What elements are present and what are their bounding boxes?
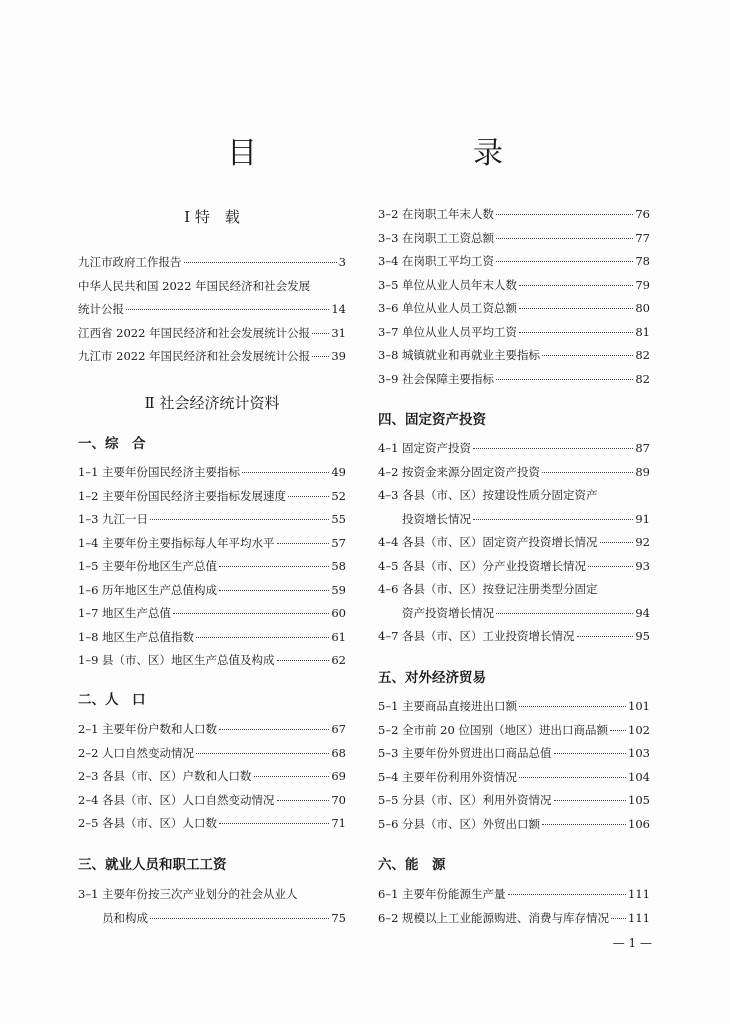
entry-number: 5–6 [378, 816, 399, 831]
toc-entry [378, 347, 650, 367]
dot-leader [277, 543, 330, 544]
entry-number: 3–9 [378, 371, 399, 386]
toc-entry [378, 206, 650, 226]
toc-entry [78, 886, 346, 906]
entry-number: 3–2 [378, 207, 399, 221]
dot-leader [519, 706, 626, 707]
entry-title: 统计公报 [78, 302, 124, 316]
entry-number: 5–1 [378, 699, 399, 713]
toc-entry [378, 745, 650, 765]
category-heading-1: 一、综 合 [78, 436, 146, 452]
entry-title: 资产投资增长情况 [402, 605, 494, 620]
entry-page: 95 [635, 629, 650, 643]
entry-page: 71 [331, 816, 346, 830]
entry-title: 固定资产投资 [402, 441, 471, 455]
entry-title: 各县（市、区）户数和人口数 [102, 769, 252, 783]
entry-title: 主要年份外贸进出口商品总值 [402, 746, 552, 760]
toc-entry [378, 371, 650, 391]
entry-title: 人口自然变动情况 [102, 745, 194, 760]
entry-page: 31 [331, 325, 346, 340]
entry-number: 2–3 [78, 769, 99, 783]
page-number: — 1 — [612, 936, 652, 950]
dot-leader [508, 894, 627, 895]
dot-leader [542, 824, 626, 825]
entry-number: 5–2 [378, 722, 399, 737]
entry-number: 4–1 [378, 441, 399, 455]
entry-number: 3–6 [378, 301, 399, 315]
entry-title: 地区生产总值 [102, 606, 171, 620]
dot-leader [219, 729, 329, 730]
toc-entry [78, 652, 346, 672]
entry-page: 52 [331, 488, 346, 503]
entry-page: 89 [635, 464, 650, 479]
entry-number: 1–5 [78, 559, 99, 573]
toc-entry [378, 324, 650, 344]
toc-entry [378, 558, 650, 578]
dot-leader [496, 214, 633, 215]
entry-number: 2–1 [78, 722, 99, 736]
dot-leader [496, 238, 633, 239]
toc-entry [378, 698, 650, 718]
entry-page: 14 [331, 302, 346, 316]
dot-leader [196, 637, 329, 638]
category-heading-3: 三、就业人员和职工工资 [78, 857, 227, 873]
dot-leader [542, 355, 633, 356]
entry-title: 各县（市、区）按登记注册类型分固定 [402, 582, 598, 596]
dot-leader [219, 823, 329, 824]
dot-leader [277, 660, 330, 661]
category-heading-5: 五、对外经济贸易 [378, 670, 486, 686]
toc-entry [378, 487, 650, 507]
entry-title: 主要年份国民经济主要指标 [102, 465, 240, 479]
toc-entry [78, 582, 346, 602]
entry-title: 江西省 2022 年国民经济和社会发展统计公报 [78, 325, 311, 340]
entry-page: 58 [331, 559, 346, 573]
entry-number: 3–1 [78, 887, 99, 901]
entry-page: 70 [331, 792, 346, 807]
entry-page: 69 [331, 769, 346, 783]
entry-title: 主要年份地区生产总值 [102, 559, 217, 573]
entry-title: 各县（市、区）分产业投资增长情况 [402, 558, 586, 573]
dot-leader [519, 285, 633, 286]
entry-number: 6–1 [378, 887, 399, 901]
entry-number: 3–8 [378, 348, 399, 362]
entry-title: 各县（市、区）人口自然变动情况 [102, 792, 275, 807]
toc-entry [378, 253, 650, 273]
entry-title: 主要商品直接进出口额 [402, 699, 517, 713]
section-heading-special: Ⅰ 特 载 [184, 208, 240, 226]
dot-leader [150, 519, 329, 520]
toc-entry [378, 722, 650, 742]
toc-entry [78, 464, 346, 484]
entry-title: 规模以上工业能源购进、消费与库存情况 [402, 910, 609, 925]
toc-entry [378, 511, 650, 531]
dot-leader [496, 261, 633, 262]
entry-page: 77 [635, 230, 650, 245]
dot-leader [254, 776, 330, 777]
entry-page: 87 [635, 441, 650, 455]
entry-title: 县（市、区）地区生产总值及构成 [102, 653, 275, 667]
entry-page: 106 [628, 816, 650, 831]
entry-title: 历年地区生产总值构成 [102, 582, 217, 597]
dot-leader [288, 496, 329, 497]
entry-number: 5–3 [378, 746, 399, 760]
entry-number: 3–4 [378, 254, 399, 268]
entry-number: 1–4 [78, 535, 99, 550]
entry-title: 单位从业人员年末人数 [402, 277, 517, 292]
toc-entry [78, 511, 346, 531]
entry-page: 93 [635, 558, 650, 573]
toc-entry [78, 301, 346, 321]
toc-entry [378, 910, 650, 930]
entry-page: 76 [635, 207, 650, 221]
dot-leader [219, 566, 329, 567]
entry-number: 3–7 [378, 324, 399, 339]
dot-leader [126, 309, 329, 310]
category-heading-6: 六、能 源 [378, 857, 446, 873]
toc-entry [378, 628, 650, 648]
entry-page: 57 [331, 535, 346, 550]
toc-entry [378, 277, 650, 297]
toc-entry [378, 534, 650, 554]
dot-leader [519, 308, 633, 309]
section-heading-stats: Ⅱ 社会经济统计资料 [144, 394, 280, 412]
entry-title: 九江一日 [102, 512, 148, 526]
toc-entry [78, 325, 346, 345]
entry-page: 92 [635, 535, 650, 549]
entry-title: 在岗职工平均工资 [402, 254, 494, 268]
toc-entry [378, 581, 650, 601]
entry-title: 九江市 2022 年国民经济和社会发展统计公报 [78, 349, 311, 363]
entry-page: 55 [331, 512, 346, 526]
entry-title: 在岗职工工资总额 [402, 230, 494, 245]
entry-title: 单位从业人员工资总额 [402, 301, 517, 315]
dot-leader [496, 379, 633, 380]
entry-number: 1–3 [78, 512, 99, 526]
entry-number: 1–6 [78, 582, 99, 597]
dot-leader [542, 472, 633, 473]
entry-title: 按资金来源分固定资产投资 [402, 464, 540, 479]
toc-entry [78, 815, 346, 835]
toc-entry [378, 440, 650, 460]
entry-number: 1–7 [78, 606, 99, 620]
dot-leader [150, 918, 329, 919]
entry-title: 城镇就业和再就业主要指标 [402, 348, 540, 362]
entry-title: 主要年份主要指标每人年平均水平 [102, 535, 275, 550]
entry-title: 主要年份户数和人口数 [102, 722, 217, 736]
dot-leader [277, 800, 330, 801]
entry-page: 111 [628, 910, 650, 925]
category-heading-2: 二、人 口 [78, 692, 146, 708]
entry-number: 1–2 [78, 488, 99, 503]
toc-entry [378, 605, 650, 625]
entry-title: 各县（市、区）固定资产投资增长情况 [402, 535, 598, 549]
dot-leader [554, 753, 627, 754]
entry-number: 3–3 [378, 230, 399, 245]
toc-entry [78, 278, 346, 298]
entry-number: 4–6 [378, 582, 399, 596]
entry-number: 3–5 [378, 277, 399, 292]
entry-page: 75 [331, 910, 346, 925]
dot-leader [219, 590, 329, 591]
entry-page: 91 [635, 511, 650, 526]
toc-entry [78, 558, 346, 578]
entry-number: 1–1 [78, 465, 99, 479]
entry-number: 5–4 [378, 769, 399, 784]
toc-entry [78, 488, 346, 508]
dot-leader [173, 613, 329, 614]
toc-entry [78, 768, 346, 788]
entry-title: 主要年份国民经济主要指标发展速度 [102, 488, 286, 503]
toc-entry [78, 348, 346, 368]
toc-entry [78, 792, 346, 812]
entry-page: 3 [338, 255, 346, 269]
dot-leader [610, 730, 626, 731]
dot-leader [312, 333, 329, 334]
entry-page: 68 [331, 745, 346, 760]
entry-title: 主要年份利用外资情况 [402, 769, 517, 784]
entry-number: 4–3 [378, 488, 399, 502]
entry-title: 地区生产总值指数 [102, 629, 194, 644]
entry-page: 49 [331, 465, 346, 479]
entry-number: 4–7 [378, 629, 399, 643]
entry-page: 94 [635, 605, 650, 620]
entry-page: 82 [635, 348, 650, 362]
dot-leader [496, 613, 633, 614]
entry-title: 主要年份按三次产业划分的社会从业人 [102, 887, 298, 901]
toc-entry [78, 721, 346, 741]
entry-page: 62 [331, 653, 346, 667]
entry-title: 投资增长情况 [402, 511, 471, 526]
entry-page: 102 [628, 722, 650, 737]
entry-page: 105 [628, 793, 650, 807]
entry-title: 各县（市、区）工业投资增长情况 [402, 629, 575, 643]
dot-leader [519, 777, 626, 778]
dot-leader [600, 542, 634, 543]
entry-page: 82 [635, 371, 650, 386]
entry-page: 104 [628, 769, 650, 784]
toc-entry [378, 816, 650, 836]
entry-title: 社会保障主要指标 [402, 371, 494, 386]
category-heading-4: 四、固定资产投资 [378, 412, 486, 428]
entry-number: 1–9 [78, 653, 99, 667]
entry-page: 79 [635, 277, 650, 292]
toc-entry [78, 629, 346, 649]
toc-entry [78, 605, 346, 625]
toc-entry [78, 745, 346, 765]
entry-title: 各县（市、区）人口数 [102, 816, 217, 830]
entry-title: 员和构成 [102, 910, 148, 925]
dot-leader [519, 332, 633, 333]
dot-leader [554, 800, 627, 801]
entry-title: 分县（市、区）利用外资情况 [402, 793, 552, 807]
dot-leader [196, 753, 329, 754]
entry-title: 中华人民共和国 2022 年国民经济和社会发展 [78, 278, 311, 293]
entry-page: 81 [635, 324, 650, 339]
entry-number: 4–5 [378, 558, 399, 573]
entry-number: 1–8 [78, 629, 99, 644]
entry-title: 各县（市、区）按建设性质分固定资产 [402, 488, 598, 502]
entry-number: 2–5 [78, 816, 99, 830]
toc-entry [78, 910, 346, 930]
entry-title: 主要年份能源生产量 [402, 887, 506, 901]
entry-title: 分县（市、区）外贸出口额 [402, 816, 540, 831]
toc-entry [378, 464, 650, 484]
toc-entry [378, 300, 650, 320]
toc-entry [378, 886, 650, 906]
entry-number: 2–4 [78, 792, 99, 807]
entry-title: 全市前 20 位国别（地区）进出口商品额 [402, 722, 608, 737]
entry-page: 101 [628, 699, 650, 713]
entry-number: 4–2 [378, 464, 399, 479]
page-title: 目 录 [227, 136, 555, 171]
dot-leader [242, 472, 329, 473]
entry-page: 61 [331, 629, 346, 644]
entry-title: 九江市政府工作报告 [78, 255, 182, 269]
entry-page: 60 [331, 606, 346, 620]
entry-page: 103 [628, 746, 650, 760]
toc-entry [378, 792, 650, 812]
dot-leader [611, 918, 626, 919]
dot-leader [184, 262, 337, 263]
entry-page: 78 [635, 254, 650, 268]
toc-entry [378, 769, 650, 789]
dot-leader [312, 356, 329, 357]
entry-page: 59 [331, 582, 346, 597]
dot-leader [473, 448, 633, 449]
entry-page: 111 [628, 887, 650, 901]
dot-leader [473, 519, 633, 520]
entry-page: 67 [331, 722, 346, 736]
toc-entry [78, 254, 346, 274]
entry-title: 在岗职工年末人数 [402, 207, 494, 221]
entry-page: 39 [331, 349, 346, 363]
entry-number: 2–2 [78, 745, 99, 760]
entry-number: 6–2 [378, 910, 399, 925]
toc-entry [78, 535, 346, 555]
entry-page: 80 [635, 301, 650, 315]
dot-leader [577, 636, 634, 637]
dot-leader [588, 566, 633, 567]
entry-number: 4–4 [378, 535, 399, 549]
toc-entry [378, 230, 650, 250]
entry-title: 单位从业人员平均工资 [402, 324, 517, 339]
entry-number: 5–5 [378, 793, 399, 807]
